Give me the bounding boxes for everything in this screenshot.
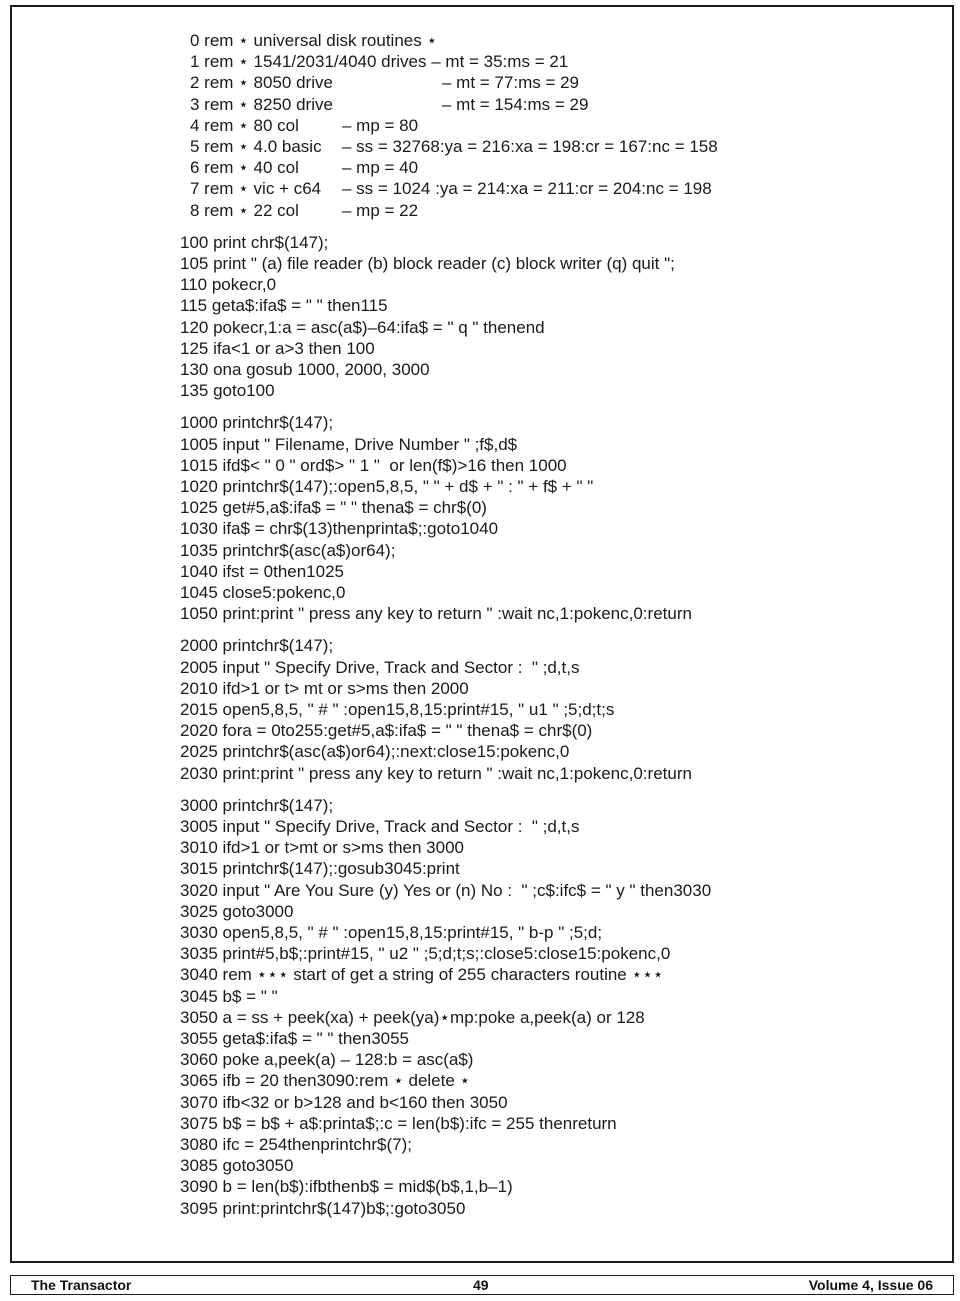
code-line: 3020 input " Are You Sure (y) Yes or (n) No : " ;c$:ifc$ = " y " then3030 xyxy=(180,880,712,900)
footer-volume-issue: Volume 4, Issue 06 xyxy=(808,1277,933,1293)
code-line: 1040 ifst = 0then1025 xyxy=(180,561,344,581)
code-line: 1000 printchr$(147); xyxy=(180,413,334,433)
code-line: 3000 printchr$(147); xyxy=(180,795,334,815)
code-line: 100 print chr$(147); xyxy=(180,232,329,252)
code-line: 1015 ifd$< " 0 " ord$> " 1 " or len(f$)>16 then 1000 xyxy=(180,455,567,475)
rem-line xyxy=(180,200,920,221)
code-line: 3005 input " Specify Drive, Track and Sector : " ;d,t,s xyxy=(180,816,580,836)
rem-line xyxy=(180,115,920,136)
code-line: 3050 a = ss + peek(xa) + peek(ya)⋆mp:poke a,peek(a) or 128 xyxy=(180,1007,645,1027)
rem-line-text: 7 rem ⋆ vic + c64 xyxy=(190,179,322,199)
rem-line-text: 2 rem ⋆ 8050 drive xyxy=(190,73,333,93)
code-line: 1035 printchr$(asc(a$)or64); xyxy=(180,540,396,560)
code-line: 3040 rem ⋆⋆⋆ start of get a string of 255 characters routine ⋆⋆⋆ xyxy=(180,965,664,985)
rem-line xyxy=(180,136,920,157)
code-line: 105 print " (a) file reader (b) block reader (c) block writer (q) quit "; xyxy=(180,253,675,273)
rem-line-text: 3 rem ⋆ 8250 drive xyxy=(190,94,333,114)
code-line: 1030 ifa$ = chr$(13)thenprinta$;:goto1040 xyxy=(180,519,499,539)
code-line: 3065 ifb = 20 then3090:rem ⋆ delete ⋆ xyxy=(180,1071,471,1091)
rem-line-value: – mt = 77:ms = 29 xyxy=(442,73,580,93)
rem-line xyxy=(180,72,920,93)
rem-line-value: – mt = 154:ms = 29 xyxy=(442,94,589,114)
code-line: 3010 ifd>1 or t>mt or s>ms then 3000 xyxy=(180,838,464,858)
rem-line-text: 5 rem ⋆ 4.0 basic xyxy=(190,136,322,156)
code-line: 3045 b$ = " " xyxy=(180,986,278,1006)
code-line: 2010 ifd>1 or t> mt or s>ms then 2000 xyxy=(180,678,469,698)
listing-block-1000 xyxy=(180,412,920,624)
code-line: 3090 b = len(b$):ifbthenb$ = mid$(b$,1,b–1) xyxy=(180,1177,513,1197)
code-line: 3095 print:printchr$(147)b$;:goto3050 xyxy=(180,1198,466,1218)
code-line: 3035 print#5,b$;:print#15, " u2 " ;5;d;t;s;:close5:close15:pokenc,0 xyxy=(180,944,671,964)
rem-line xyxy=(180,51,920,72)
code-line: 2030 print:print " press any key to return " :wait nc,1:pokenc,0:return xyxy=(180,763,692,783)
rem-line-text: 8 rem ⋆ 22 col xyxy=(190,200,299,220)
code-line: 3085 goto3050 xyxy=(180,1156,294,1176)
rem-line-value: – ss = 32768:ya = 216:xa = 198:cr = 167:nc = 158 xyxy=(342,136,718,156)
rem-line xyxy=(180,30,920,51)
rem-line-text: 0 rem ⋆ universal disk routines ⋆ xyxy=(190,31,438,50)
code-line: 3025 goto3000 xyxy=(180,901,294,921)
code-line: 1025 get#5,a$:ifa$ = " " thena$ = chr$(0) xyxy=(180,498,487,518)
rem-line-text: 6 rem ⋆ 40 col xyxy=(190,158,299,178)
code-line: 120 pokecr,1:a = asc(a$)–64:ifa$ = " q " thenend xyxy=(180,317,545,337)
code-line: 1020 printchr$(147);:open5,8,5, " " + d$ + " : " + f$ + " " xyxy=(180,476,594,496)
code-line: 1050 print:print " press any key to return " :wait nc,1:pokenc,0:return xyxy=(180,604,692,624)
rem-line-value: – mp = 22 xyxy=(342,200,419,220)
code-line: 125 ifa<1 or a>3 then 100 xyxy=(180,338,375,358)
code-line: 1005 input " Filename, Drive Number " ;f$,d$ xyxy=(180,434,518,454)
code-line: 3015 printchr$(147);:gosub3045:print xyxy=(180,859,460,879)
listing-block-3000 xyxy=(180,795,920,1219)
listing-block-100 xyxy=(180,232,920,402)
rem-line xyxy=(180,157,920,178)
listing-block-2000 xyxy=(180,635,920,783)
code-line: 2020 fora = 0to255:get#5,a$:ifa$ = " " thena$ = chr$(0) xyxy=(180,721,593,741)
code-line: 3070 ifb<32 or b>128 and b<160 then 3050 xyxy=(180,1092,508,1112)
code-line: 2025 printchr$(asc(a$)or64);:next:close15:pokenc,0 xyxy=(180,742,570,762)
rem-line-value: – ss = 1024 :ya = 214:xa = 211:cr = 204:nc = 198 xyxy=(342,179,712,199)
code-line: 3055 geta$:ifa$ = " " then3055 xyxy=(180,1029,410,1048)
code-line: 1045 close5:pokenc,0 xyxy=(180,582,346,602)
code-line: 3060 poke a,peek(a) – 128:b = asc(a$) xyxy=(180,1050,474,1070)
rem-line xyxy=(180,94,920,115)
code-line: 2000 printchr$(147); xyxy=(180,636,334,656)
basic-program-listing xyxy=(180,30,920,1230)
code-line: 3030 open5,8,5, " # " :open15,8,15:print#15, " b-p " ;5;d; xyxy=(180,922,603,942)
code-line: 135 goto100 xyxy=(180,381,275,401)
rem-line xyxy=(180,178,920,199)
code-line: 3080 ifc = 254thenprintchr$(7); xyxy=(180,1135,413,1155)
code-line: 130 ona gosub 1000, 2000, 3000 xyxy=(180,359,430,379)
rem-line-value: – mp = 80 xyxy=(342,115,419,135)
code-line: 2015 open5,8,5, " # " :open15,8,15:print#15, " u1 " ;5;d;t;s xyxy=(180,699,615,719)
footer-publication-name: The Transactor xyxy=(31,1277,132,1293)
code-line: 110 pokecr,0 xyxy=(180,275,277,295)
code-line: 2005 input " Specify Drive, Track and Sector : " ;d,t,s xyxy=(180,657,580,677)
rem-header-block xyxy=(180,30,920,221)
rem-line-text: 1 rem ⋆ 1541/2031/4040 drives – mt = 35:ms = 21 xyxy=(190,52,569,72)
code-line: 3075 b$ = b$ + a$:printa$;:c = len(b$):ifc = 255 thenreturn xyxy=(180,1113,617,1133)
rem-line-text: 4 rem ⋆ 80 col xyxy=(190,115,299,135)
footer-page-number: 49 xyxy=(473,1277,489,1293)
rem-line-value: – mp = 40 xyxy=(342,158,419,178)
page-footer xyxy=(10,1275,954,1295)
code-line: 115 geta$:ifa$ = " " then115 xyxy=(180,296,388,316)
